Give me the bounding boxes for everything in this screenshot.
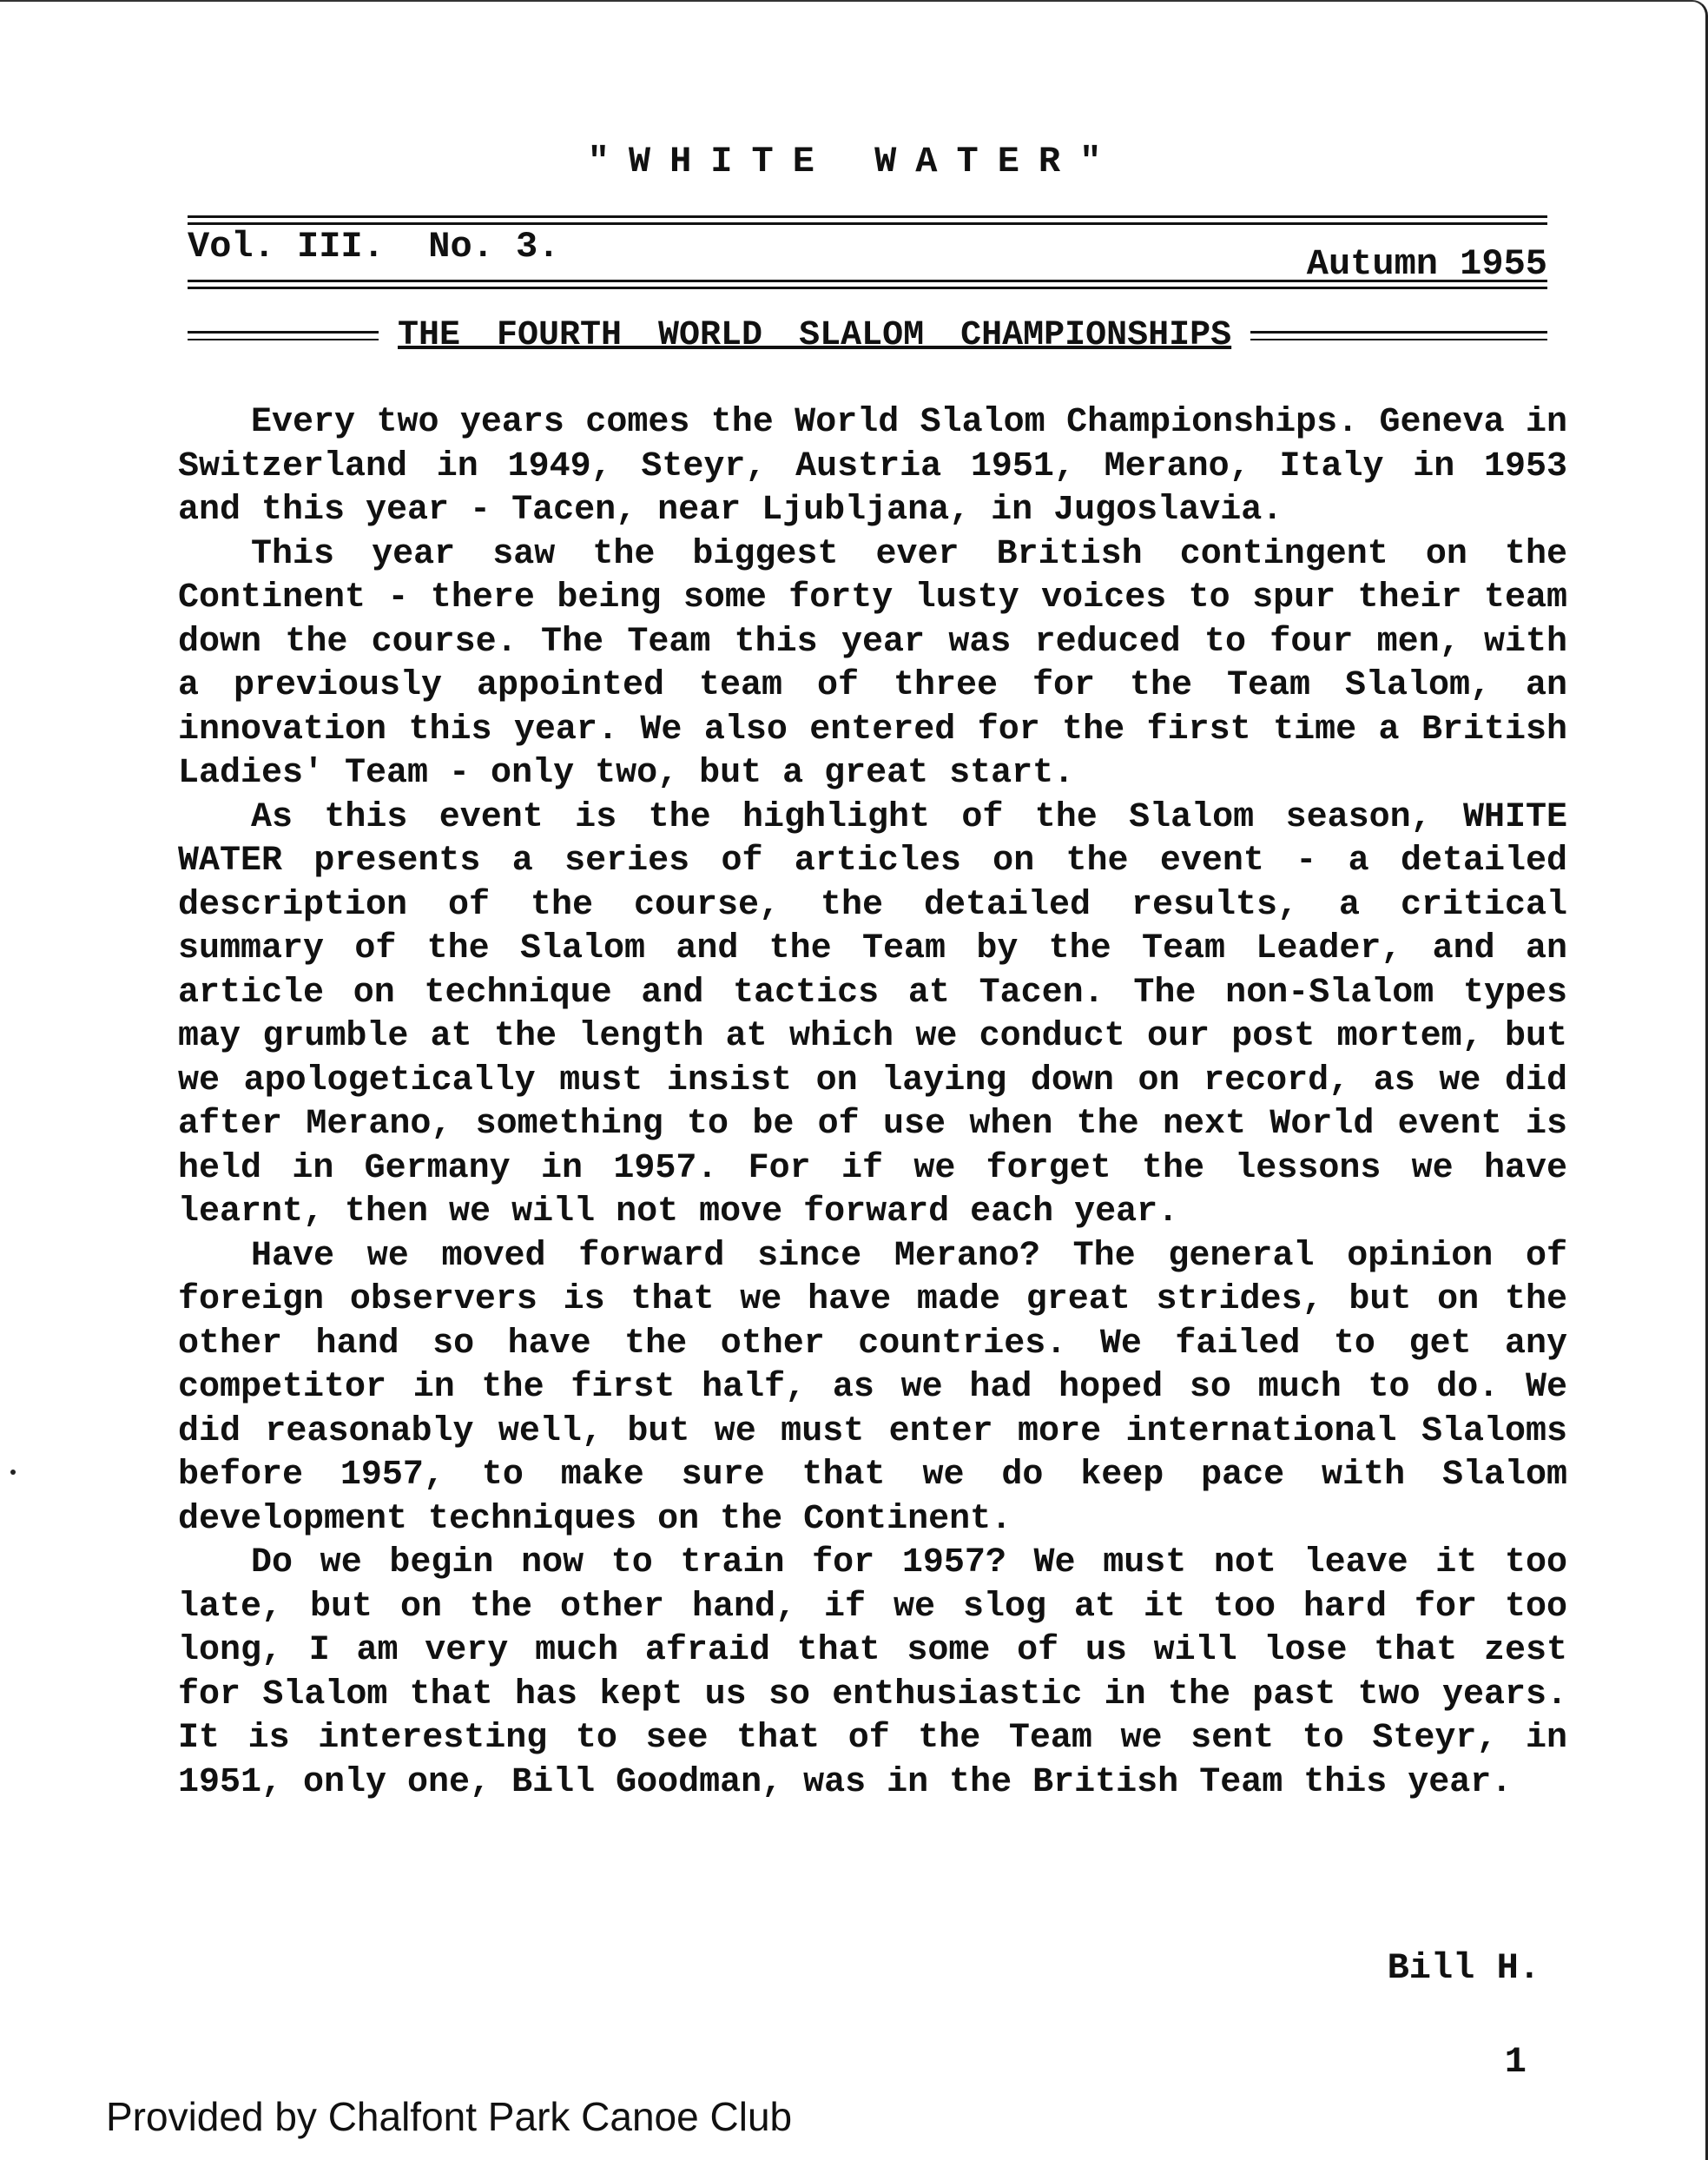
page-number: 1 — [1504, 2041, 1527, 2083]
paragraph: Have we moved forward since Merano? The general opinion of foreign observers is that we have made great strides, but on the other hand so have the other countries. We failed to get any competitor in the first half, as we had hoped so much to do. We did reasonably well, but we must enter more international Slaloms before 1957, to make sure that we do keep pace with Slalom development techniques on the Continent. — [178, 1236, 1567, 1539]
rule-top-1 — [188, 215, 1547, 218]
volume-number: Vol. III. No. 3. — [188, 226, 560, 268]
issue-line — [188, 226, 1547, 285]
provider-credit: Provided by Chalfont Park Canoe Club — [106, 2094, 793, 2139]
scan-speck — [10, 1470, 16, 1475]
article-body — [178, 401, 1567, 1805]
rule-bottom-1 — [188, 280, 1547, 282]
heading-dash-right — [1250, 331, 1547, 340]
paragraph: Every two years comes the World Slalom Championships. Geneva in Switzerland in 1949, Steyr, Austria 1951, Merano, Italy in 1953 and this year - Tacen, near Ljubljana, in Jugoslavia. — [178, 403, 1567, 530]
author-signature: Bill H. — [1387, 1947, 1540, 1989]
paragraph: Do we begin now to train for 1957? We must not leave it too late, but on the other hand, if we slog at it too hard for too long, I am very much afraid that some of us will lose that zest for Slalom that has kept us so enthusiastic in the past two years. It is interesting to see that of the Team we sent to Steyr, in 1951, only one, Bill Goodman, was in the British Team this year. — [178, 1543, 1567, 1802]
issue-season: Autumn 1955 — [1306, 243, 1547, 285]
heading-dash-left — [188, 331, 379, 340]
paragraph: As this event is the highlight of the Slalom season, WHITE WATER presents a series of articles on the event - a detailed description of the course, the detailed results, a critical summary of the Slalom and the Team by the Team Leader, and an article on technique and tactics at Tacen. The non-Slalom types may grumble at the length at which we conduct our post mortem, but we apologetically must insist on laying down on record, as we did after Merano, something to be of use when the next World event is held in Germany in 1957. For if we forget the lessons we have learnt, then we will not move forward each year. — [178, 797, 1567, 1232]
paragraph: This year saw the biggest ever British contingent on the Continent - there being some forty lusty voices to spur their team down the course. The Team this year was reduced to four men, with a previously appointed team of three for the Team Slalom, an innovation this year. We also entered for the first time a British Ladies' Team - only two, but a great start. — [178, 534, 1567, 793]
rule-top-2 — [188, 222, 1547, 225]
article-heading-row — [188, 316, 1547, 355]
article-heading: THE FOURTH WORLD SLALOM CHAMPIONSHIPS — [398, 316, 1232, 355]
rule-bottom-2 — [188, 287, 1547, 289]
masthead-title: "WHITE WATER" — [587, 141, 1121, 182]
